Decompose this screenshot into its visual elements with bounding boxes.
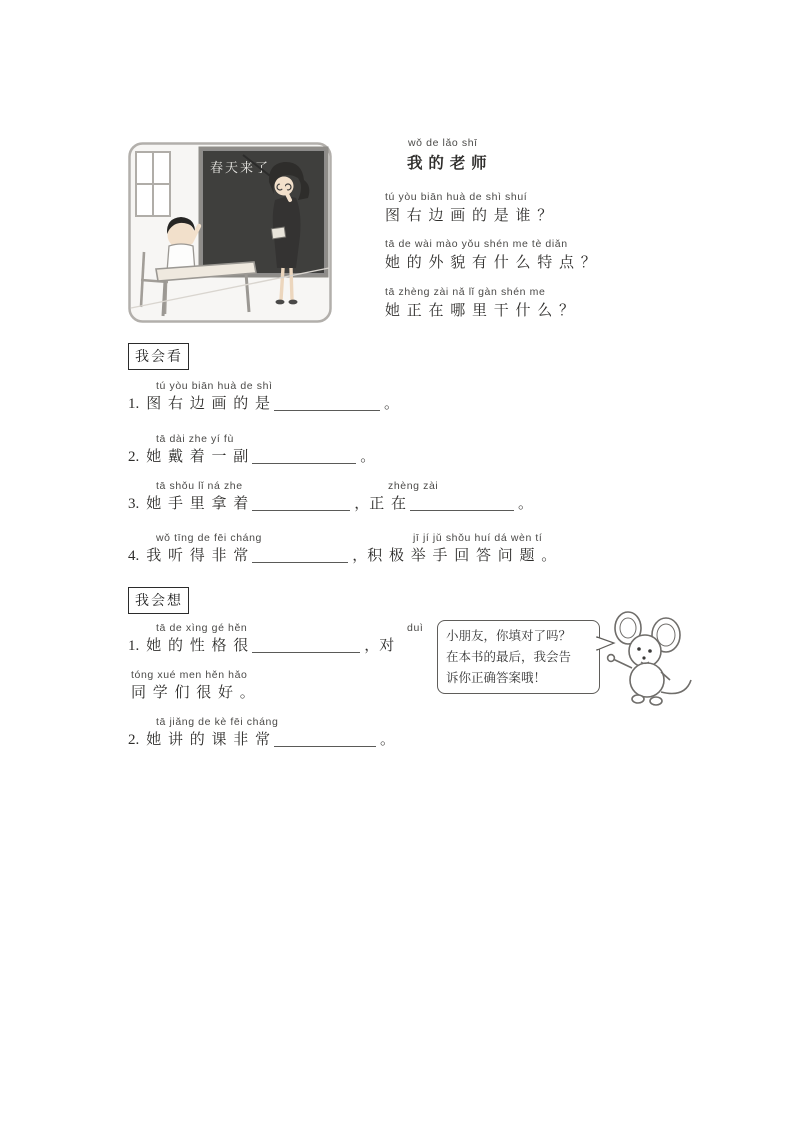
item-text: 她 手 里 拿 着: [146, 496, 249, 512]
item-text: 她 戴 着 一 副: [146, 449, 249, 465]
intro-q3-pinyin: tā zhèng zài nǎ lǐ gàn shén me: [385, 286, 546, 298]
fill-blank: [252, 495, 350, 511]
window-icon: [136, 152, 170, 216]
look-item2: [128, 445, 375, 466]
blackboard-text: 春天来了: [210, 160, 271, 175]
item-text: 图 右 边 画 的 是: [146, 396, 271, 412]
bubble-line: 诉你正确答案哦！: [446, 671, 547, 685]
bubble-line: 小朋友，你填对了吗？: [446, 629, 572, 643]
think-item1-pinyin-lead: tā de xìng gé hěn: [156, 622, 248, 634]
look-item4-pinyin-lead: wǒ tīng de fēi cháng: [156, 532, 262, 544]
intro-q1-text: 图 右 边 画 的 是 谁 ？: [385, 208, 553, 224]
intro-q2-text: 她 的 外 貌 有 什 么 特 点 ？: [385, 255, 596, 271]
intro-q2-pinyin: tā de wài mào yǒu shén me tè diǎn: [385, 238, 568, 250]
fill-blank: [274, 395, 380, 411]
item-number: 1.: [128, 638, 140, 654]
title-pinyin: wǒ de lǎo shī: [408, 137, 478, 149]
think-item1-cont-pinyin: tóng xué men hěn hǎo: [131, 669, 248, 681]
think-item1-pinyin-tail: duì: [407, 622, 424, 634]
item-number: 2.: [128, 732, 140, 748]
mascot-mouse: [601, 606, 696, 708]
item-tail-text: ，对: [364, 638, 395, 654]
item-tail-text: ，积 极 举 手 回 答 问 题 。: [352, 548, 557, 564]
item-number: 4.: [128, 548, 140, 564]
section-think-label: 我会想: [128, 587, 189, 614]
speech-bubble-tail: [596, 636, 616, 652]
classroom-illustration-drawing: [128, 142, 332, 323]
item-end: 。: [384, 396, 400, 412]
fill-blank: [252, 637, 360, 653]
think-item2: [128, 728, 395, 749]
look-item4-pinyin-tail: jī jí jǔ shǒu huí dá wèn tí: [413, 532, 543, 544]
bubble-line: 在本书的最后，我会告: [446, 650, 572, 664]
item-mid-text: ，正 在: [354, 496, 407, 512]
look-item2-pinyin: tā dài zhe yí fù: [156, 433, 234, 445]
item-number: 3.: [128, 496, 140, 512]
item-text: 她 的 性 格 很: [146, 638, 249, 654]
intro-q3-text: 她 正 在 哪 里 干 什 么 ？: [385, 303, 575, 319]
fill-blank: [252, 448, 356, 464]
item-number: 1.: [128, 396, 140, 412]
look-item3: [128, 492, 533, 513]
item-text: 她 讲 的 课 非 常: [146, 732, 271, 748]
fill-blank: [410, 495, 514, 511]
page-title: 我 的 老 师: [407, 155, 487, 172]
item-end: 。: [380, 732, 396, 748]
item-end: 。: [360, 449, 376, 465]
think-item1: [128, 634, 394, 655]
classroom-illustration: [128, 142, 332, 323]
mouse-icon: [601, 606, 696, 708]
mascot-speech-bubble: [437, 620, 600, 694]
fill-blank: [274, 731, 376, 747]
item-end: 。: [518, 496, 534, 512]
section-look-label: 我会看: [128, 343, 189, 370]
look-item3-pinyin-mid: zhèng zài: [388, 480, 439, 492]
item-number: 2.: [128, 449, 140, 465]
look-item4: [128, 544, 556, 565]
fill-blank: [252, 547, 348, 563]
think-item1-cont-text: 同 学 们 很 好 。: [131, 685, 255, 701]
look-item1: [128, 392, 399, 413]
intro-q1-pinyin: tú yòu biān huà de shì shuí: [385, 191, 528, 203]
item-text: 我 听 得 非 常: [146, 548, 249, 564]
look-item1-pinyin: tú yòu biān huà de shì: [156, 380, 273, 392]
look-item3-pinyin-lead: tā shǒu lǐ ná zhe: [156, 480, 243, 492]
think-item2-pinyin: tā jiǎng de kè fēi cháng: [156, 716, 279, 728]
